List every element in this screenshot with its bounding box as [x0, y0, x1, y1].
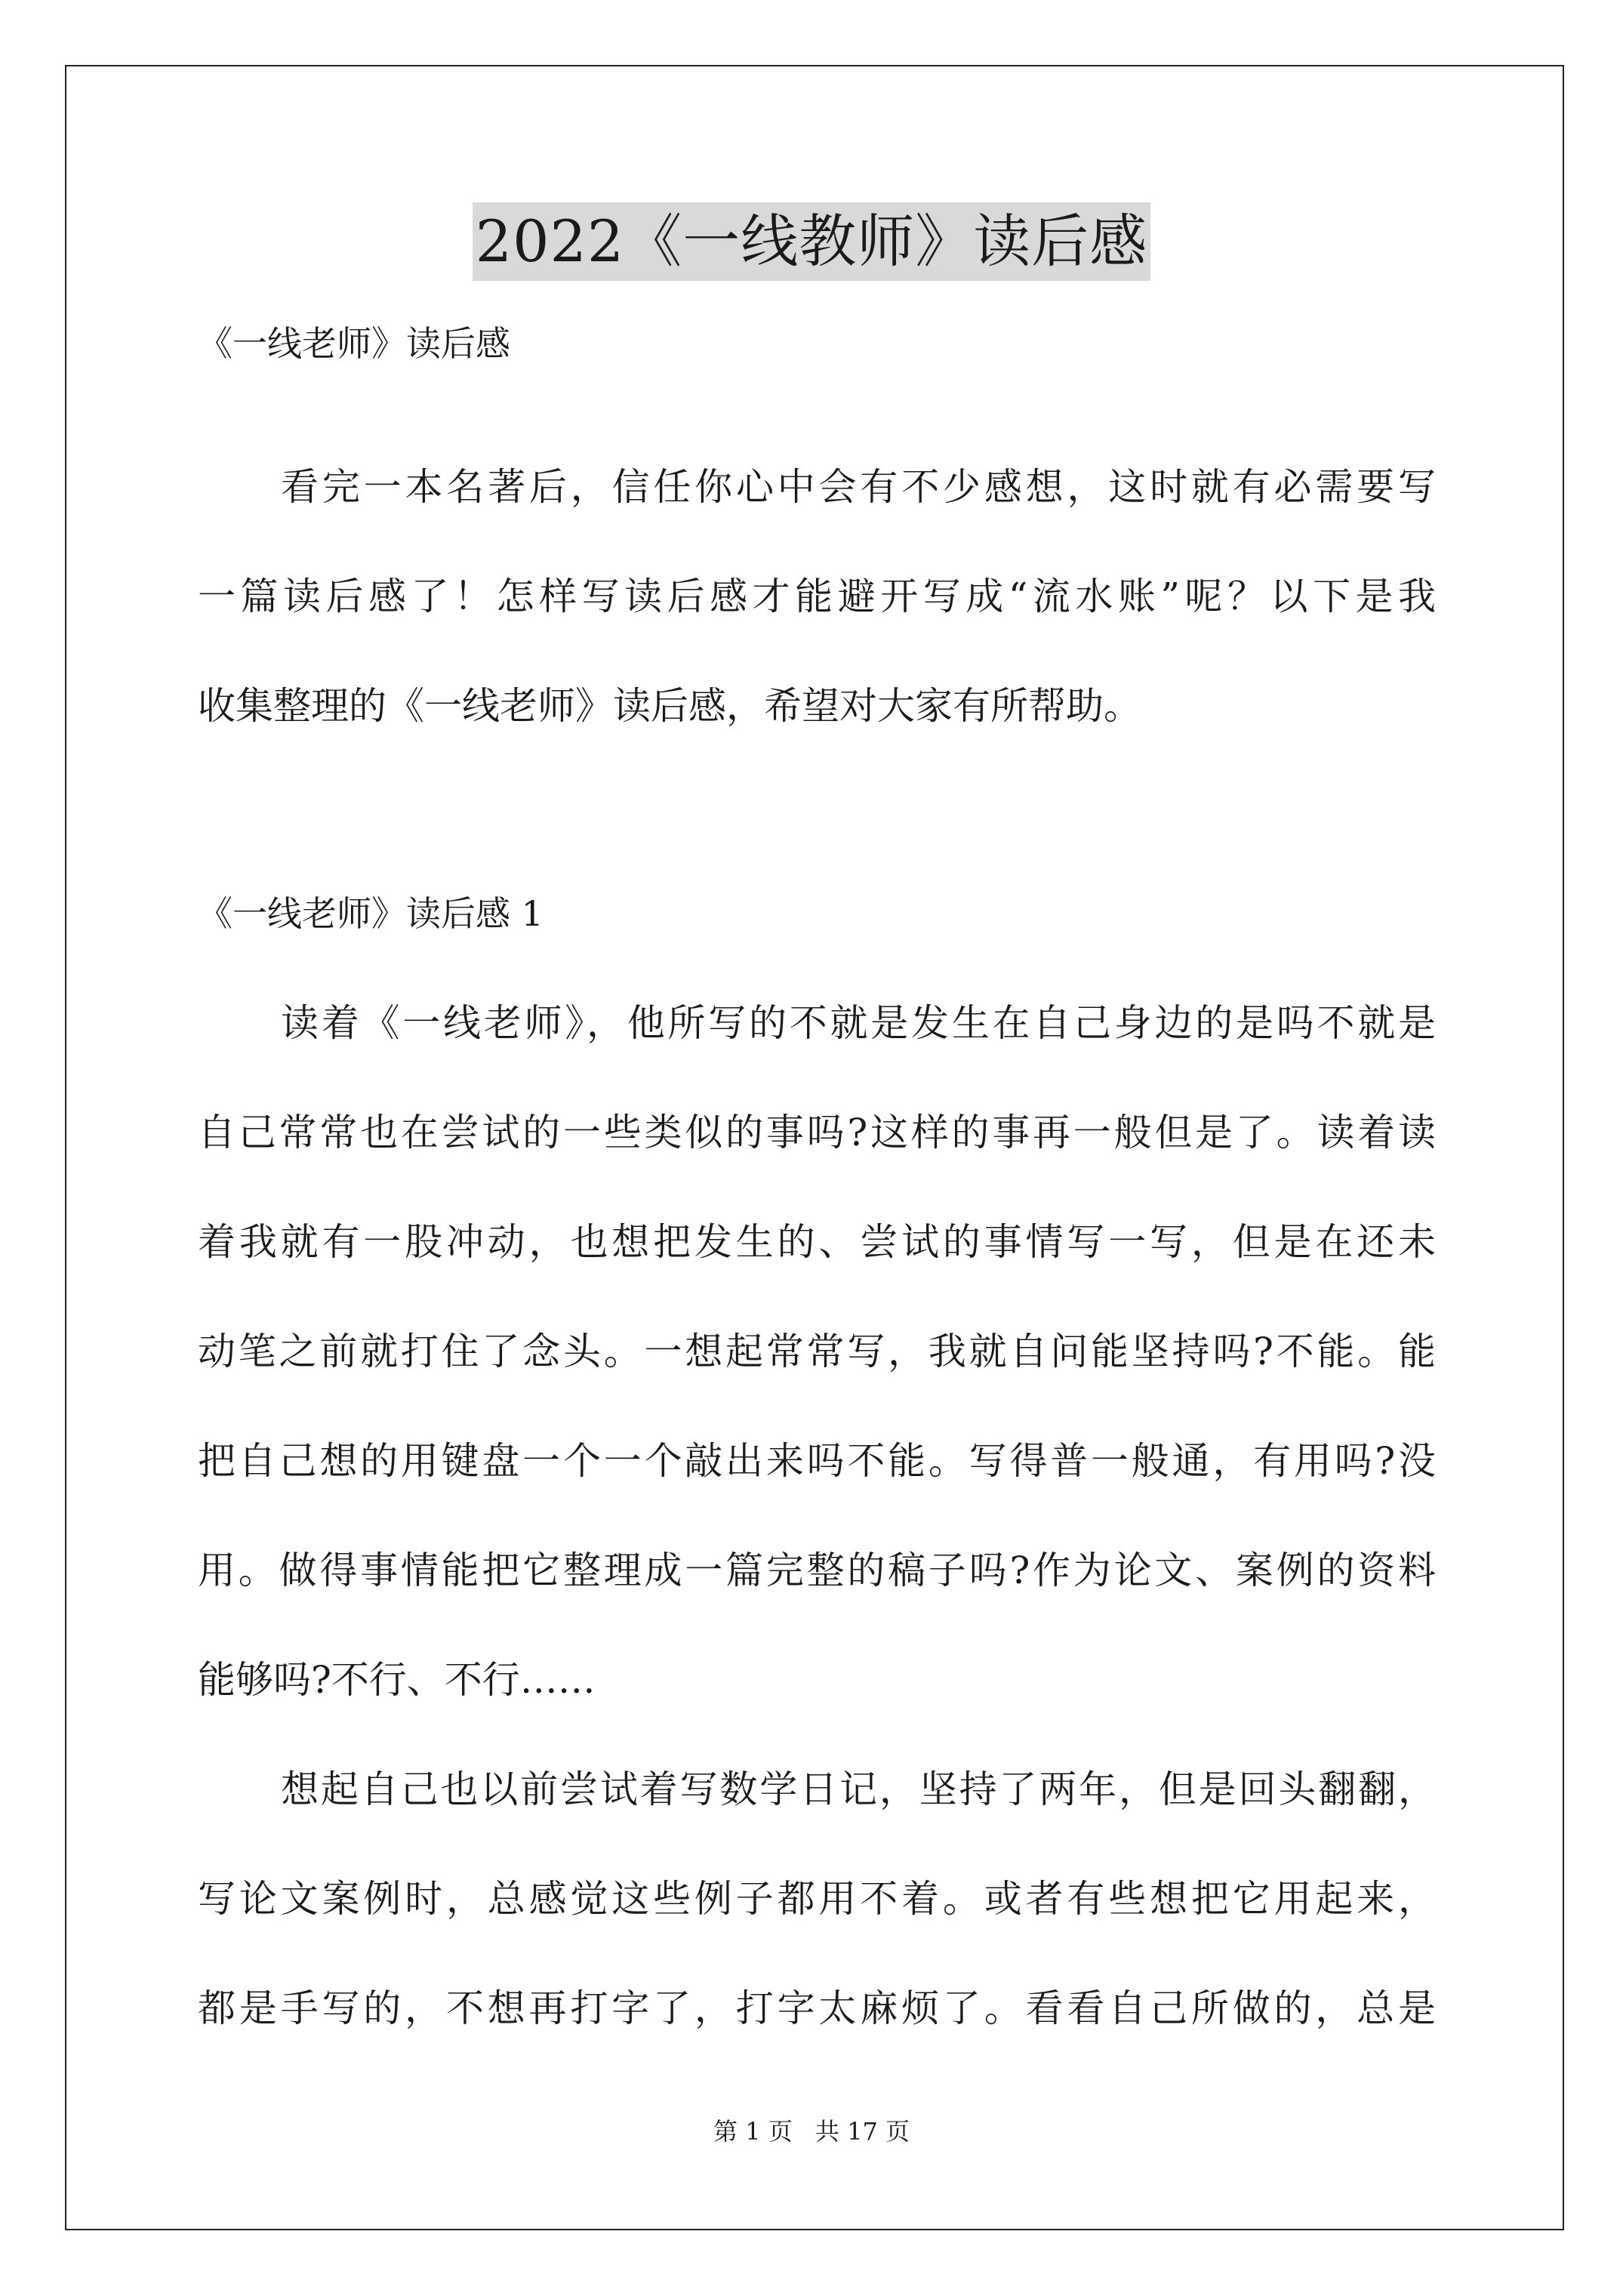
- section1-heading: 《一线老师》读后感 1: [198, 893, 544, 934]
- intro-line-2: 一篇读后感了！怎样写读后感才能避开写成“流水账”呢？以下是我: [198, 575, 1436, 618]
- intro-heading: 《一线老师》读后感: [198, 323, 510, 364]
- para2-line-2: 写论文案例时，总感觉这些例子都用不着。或者有些想把它用起来，: [198, 1877, 1436, 1921]
- para1-line-5: 把自己想的用键盘一个一个敲出来吗不能。写得普一般通，有用吗?没: [198, 1439, 1436, 1483]
- para2-line-1: 想起自己也以前尝试着写数学日记，坚持了两年，但是回头翻翻，: [281, 1767, 1436, 1811]
- title-container: [0, 202, 1623, 281]
- para1-line-1: 读着《一线老师》，他所写的不就是发生在自己身边的是吗不就是: [281, 1001, 1436, 1045]
- intro-line-1: 看完一本名著后，信任你心中会有不少感想，这时就有必需要写: [281, 465, 1436, 509]
- para1-line-2: 自己常常也在尝试的一些类似的事吗?这样的事再一般但是了。读着读: [198, 1111, 1436, 1154]
- para1-line-6: 用。做得事情能把它整理成一篇完整的稿子吗?作为论文、案例的资料: [198, 1549, 1436, 1592]
- para1-line-3: 着我就有一股冲动，也想把发生的、尝试的事情写一写，但是在还未: [198, 1220, 1436, 1264]
- para1-line-7: 能够吗?不行、不行……: [198, 1658, 596, 1702]
- document-title: 2022《一线教师》读后感: [473, 202, 1150, 281]
- para1-line-4: 动笔之前就打住了念头。一想起常常写，我就自问能坚持吗?不能。能: [198, 1330, 1436, 1373]
- page-number: 第 1 页: [713, 2117, 793, 2146]
- para2-line-3: 都是手写的，不想再打字了，打字太麻烦了。看看自己所做的，总是: [198, 1986, 1436, 2030]
- intro-line-3: 收集整理的《一线老师》读后感，希望对大家有所帮助。: [198, 684, 1141, 728]
- page-footer: [0, 2116, 1623, 2147]
- page-total: 共 17 页: [815, 2117, 910, 2146]
